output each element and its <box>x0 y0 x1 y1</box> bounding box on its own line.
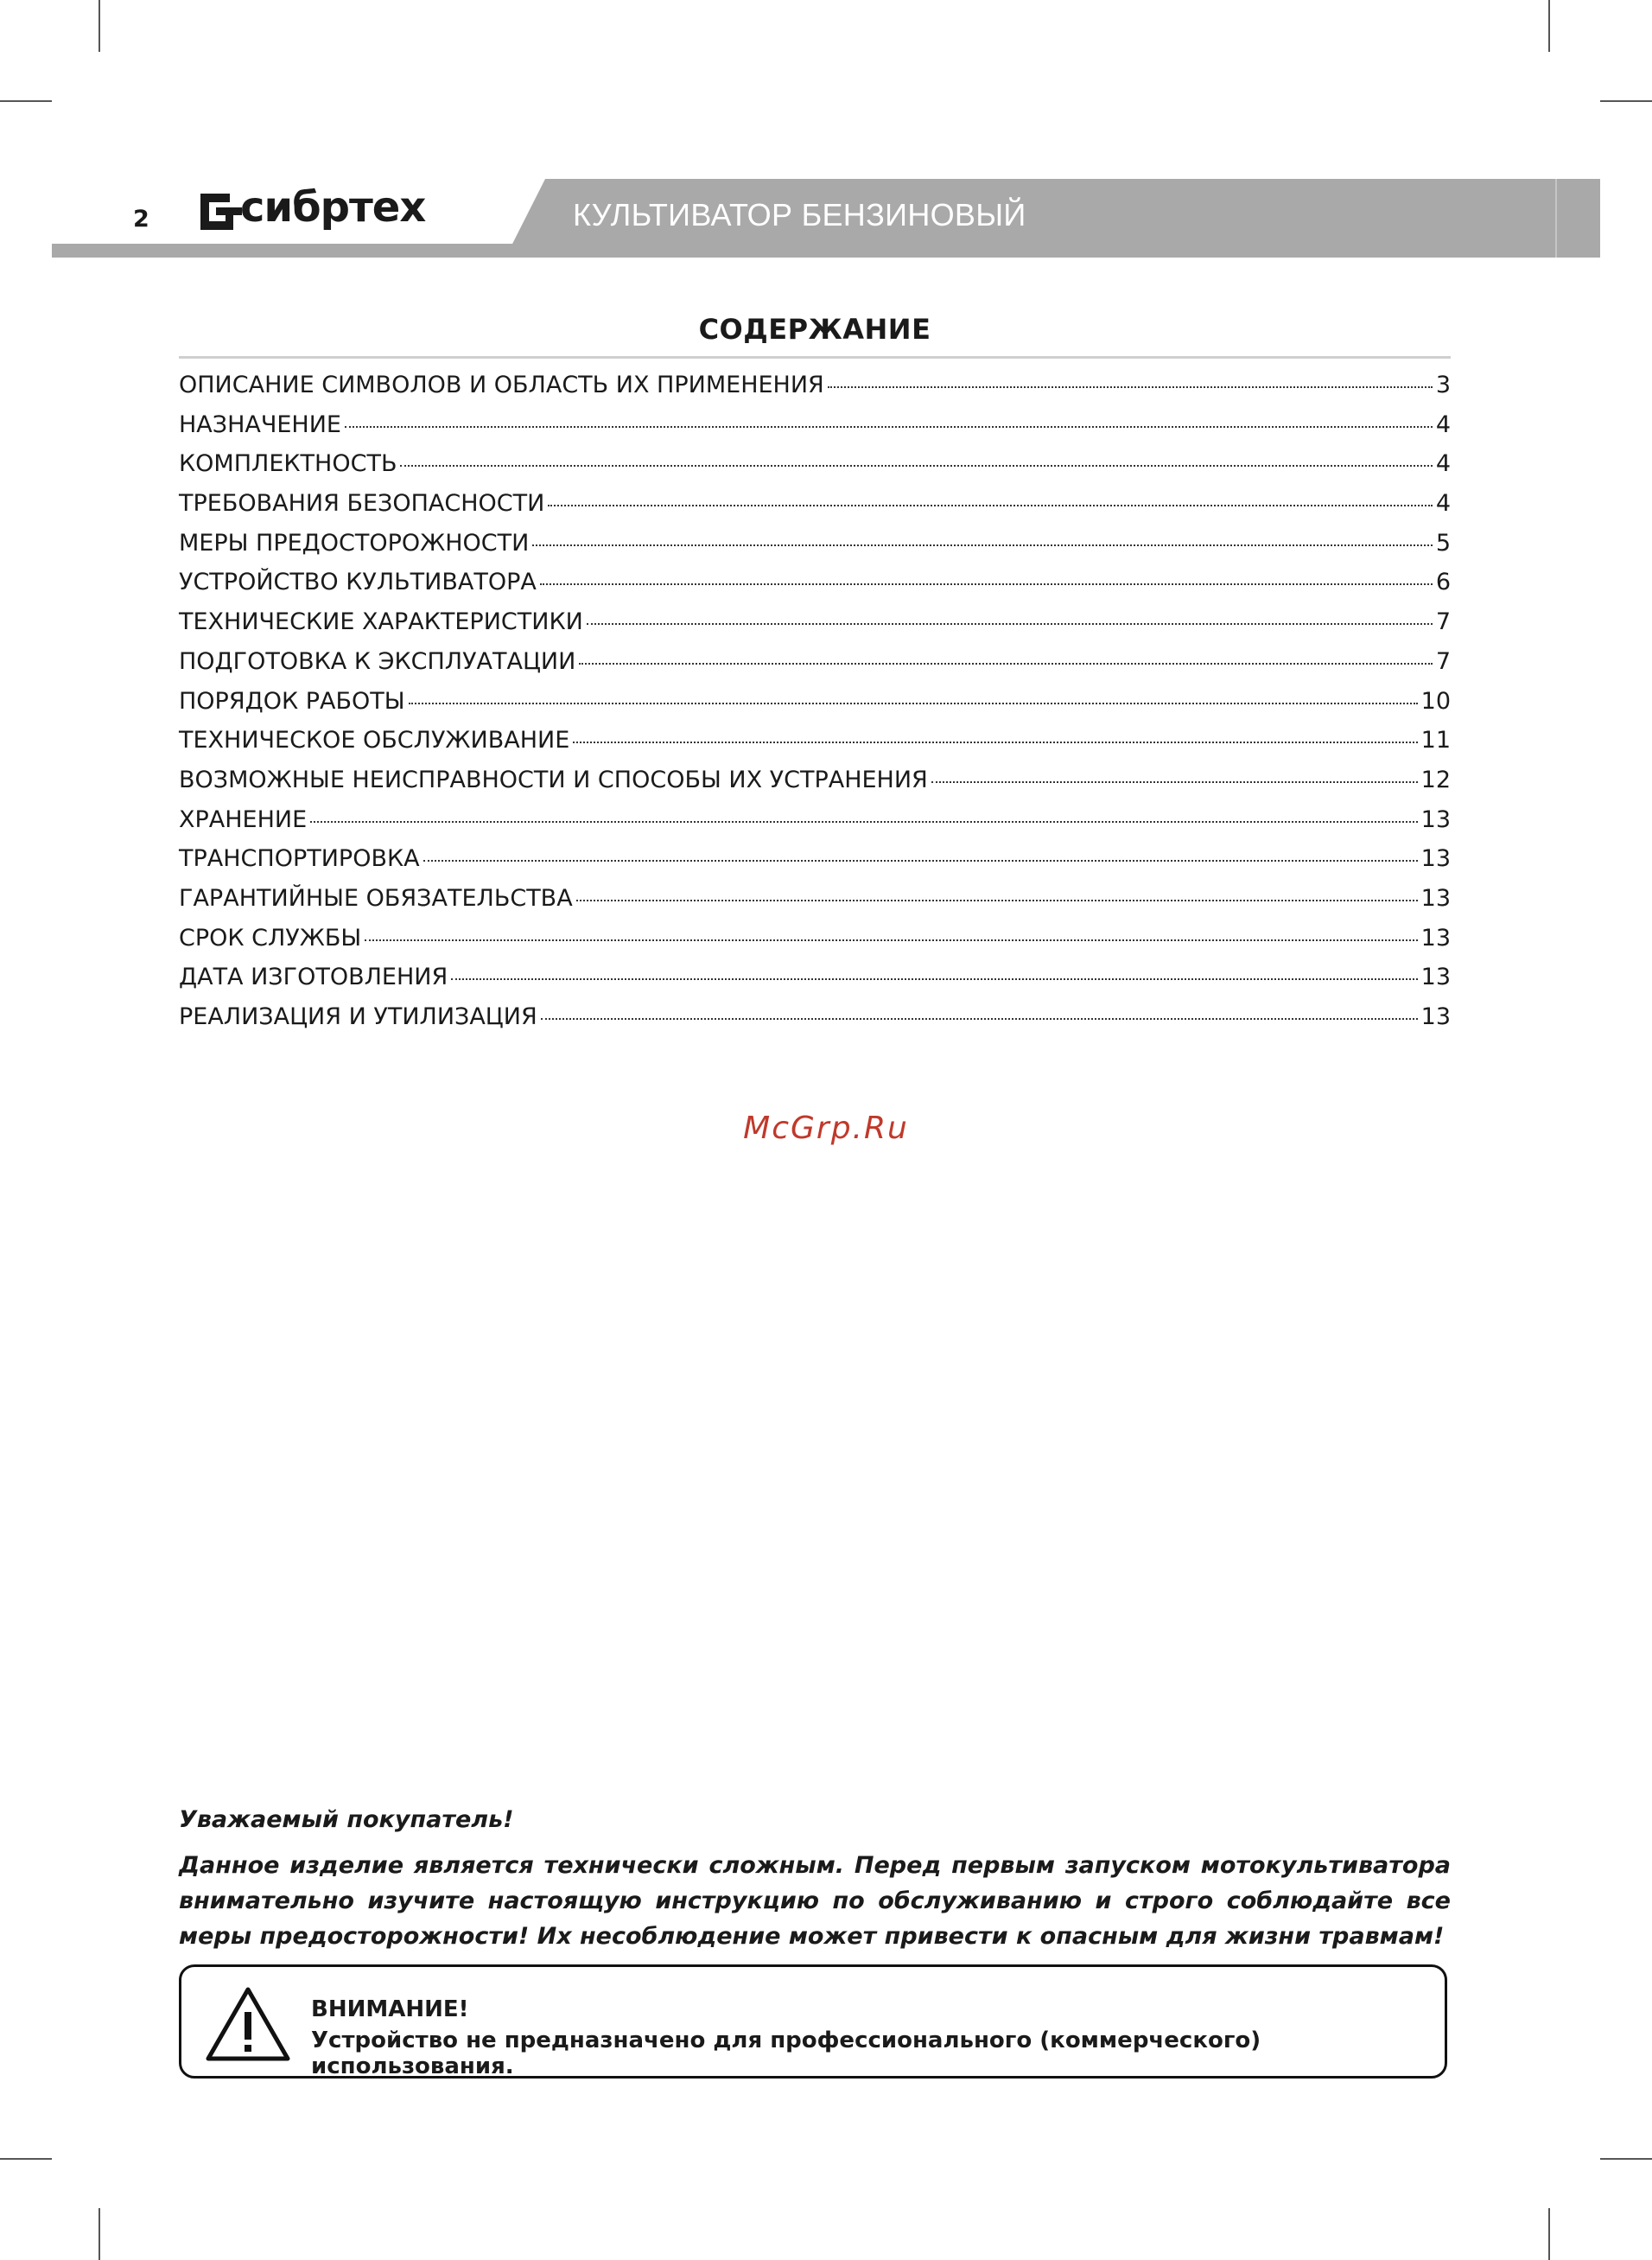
toc-item-title: ТРАНСПОРТИРОВКА <box>179 845 420 873</box>
toc-leader-dots <box>400 465 1432 467</box>
toc-item <box>179 530 1451 570</box>
crop-mark <box>1548 0 1550 52</box>
toc-item <box>179 964 1451 1003</box>
toc-item <box>179 845 1451 885</box>
toc-item <box>179 925 1451 964</box>
toc-item <box>179 767 1451 806</box>
toc-item-page: 3 <box>1435 372 1451 398</box>
warning-triangle-icon <box>203 1984 293 2064</box>
toc-leader-dots <box>828 386 1433 388</box>
toc-item-title: КОМПЛЕКТНОСТЬ <box>179 450 397 478</box>
warning-title: ВНИМАНИЕ! <box>311 1996 469 2022</box>
toc-item-title: МЕРЫ ПРЕДОСТОРОЖНОСТИ <box>179 529 530 557</box>
toc-item-title: УСТРОЙСТВО КУЛЬТИВАТОРА <box>179 569 537 596</box>
crop-mark <box>0 100 52 102</box>
toc-leader-dots <box>451 978 1417 980</box>
toc-item-page: 12 <box>1420 766 1451 793</box>
toc-item-title: НАЗНАЧЕНИЕ <box>179 411 341 438</box>
toc-item-page: 11 <box>1420 727 1451 754</box>
toc-leader-dots <box>573 742 1417 743</box>
toc-item <box>179 727 1451 767</box>
toc-item <box>179 688 1451 728</box>
toc-leader-dots <box>579 663 1432 665</box>
toc-item-page: 13 <box>1420 924 1451 952</box>
toc-item-title: РЕАЛИЗАЦИЯ И УТИЛИЗАЦИЯ <box>179 1003 537 1030</box>
toc-item-title: ТРЕБОВАНИЯ БЕЗОПАСНОСТИ <box>179 490 545 518</box>
toc-item-title: ГАРАНТИЙНЫЕ ОБЯЗАТЕЛЬСТВА <box>179 884 573 912</box>
toc-leader-dots <box>541 1018 1418 1020</box>
toc-item-title: ТЕХНИЧЕСКОЕ ОБСЛУЖИВАНИЕ <box>179 727 570 754</box>
toc-leader-dots <box>409 703 1418 704</box>
toc-item-title: ТЕХНИЧЕСКИЕ ХАРАКТЕРИСТИКИ <box>179 608 583 636</box>
crop-mark <box>98 2208 100 2260</box>
toc-item-title: ПОРЯДОК РАБОТЫ <box>179 687 405 715</box>
toc-leader-dots <box>540 583 1433 585</box>
toc-item <box>179 450 1451 490</box>
toc-item-page: 13 <box>1420 884 1451 912</box>
toc-leader-dots <box>310 821 1417 823</box>
toc-item-title: ХРАНЕНИЕ <box>179 805 308 833</box>
toc-divider <box>179 356 1451 359</box>
toc-item <box>179 411 1451 451</box>
crop-mark <box>1548 2208 1550 2260</box>
toc-item <box>179 1003 1451 1043</box>
crop-mark <box>98 0 100 52</box>
toc-item <box>179 490 1451 530</box>
toc-leader-dots <box>345 426 1433 428</box>
toc-item-title: ОПИСАНИЕ СИМВОЛОВ И ОБЛАСТЬ ИХ ПРИМЕНЕНИЯ <box>179 372 824 398</box>
toc-item-page: 6 <box>1435 569 1451 596</box>
toc-item-title: ДАТА ИЗГОТОВЛЕНИЯ <box>179 964 448 991</box>
warning-text: Устройство не предназначено для профессионального (коммерческого) использования. <box>311 2028 1261 2079</box>
toc-leader-dots <box>423 860 1418 862</box>
toc-item-page: 4 <box>1435 450 1451 478</box>
toc-item <box>179 885 1451 925</box>
toc-item-page: 4 <box>1435 411 1451 438</box>
toc-leader-dots <box>931 781 1418 783</box>
toc-list <box>179 372 1451 1043</box>
page-number: 2 <box>133 206 149 232</box>
toc-leader-dots <box>548 505 1433 506</box>
toc-item <box>179 372 1451 411</box>
toc-leader-dots <box>576 900 1418 901</box>
document-title: КУЛЬТИВАТОР БЕНЗИНОВЫЙ <box>573 197 1026 232</box>
toc-item-page: 10 <box>1420 687 1451 715</box>
toc-item <box>179 569 1451 608</box>
toc-item <box>179 648 1451 688</box>
watermark: McGrp.Ru <box>743 1111 909 1146</box>
toc-item <box>179 806 1451 846</box>
crop-mark <box>1600 100 1652 102</box>
toc-item-page: 13 <box>1420 1003 1451 1030</box>
toc-item-page: 7 <box>1435 647 1451 675</box>
toc-item-page: 7 <box>1435 608 1451 636</box>
customer-notice-text: Данное изделие является технически сложным. Перед первым запуском мотокультиватора внимательно изучите настоящую инструкцию по обслуживанию и строго соблюдайте все меры предосторожности! Их несоблюдение может привести к опасным для жизни травмам! <box>179 1852 1451 1950</box>
toc-item-title: ПОДГОТОВКА К ЭКСПЛУАТАЦИИ <box>179 647 576 675</box>
toc-item-page: 13 <box>1420 805 1451 833</box>
toc-item-page: 4 <box>1435 490 1451 518</box>
crop-mark <box>1600 2158 1652 2160</box>
toc-item-title: СРОК СЛУЖБЫ <box>179 924 362 952</box>
toc-item <box>179 608 1451 648</box>
toc-leader-dots <box>587 623 1433 625</box>
toc-heading: СОДЕРЖАНИЕ <box>698 313 931 346</box>
crop-mark <box>0 2158 52 2160</box>
warning-box <box>179 1964 1447 2079</box>
toc-item-title: ВОЗМОЖНЫЕ НЕИСПРАВНОСТИ И СПОСОБЫ ИХ УСТРАНЕНИЯ <box>179 766 928 793</box>
toc-item-page: 13 <box>1420 964 1451 991</box>
toc-item-page: 5 <box>1435 529 1451 557</box>
header-divider <box>1555 179 1557 258</box>
brand-name: сибртех <box>240 183 426 232</box>
toc-leader-dots <box>365 939 1417 941</box>
toc-item-page: 13 <box>1420 845 1451 873</box>
customer-greeting: Уважаемый покупатель! <box>179 1806 514 1833</box>
toc-leader-dots <box>532 544 1432 546</box>
